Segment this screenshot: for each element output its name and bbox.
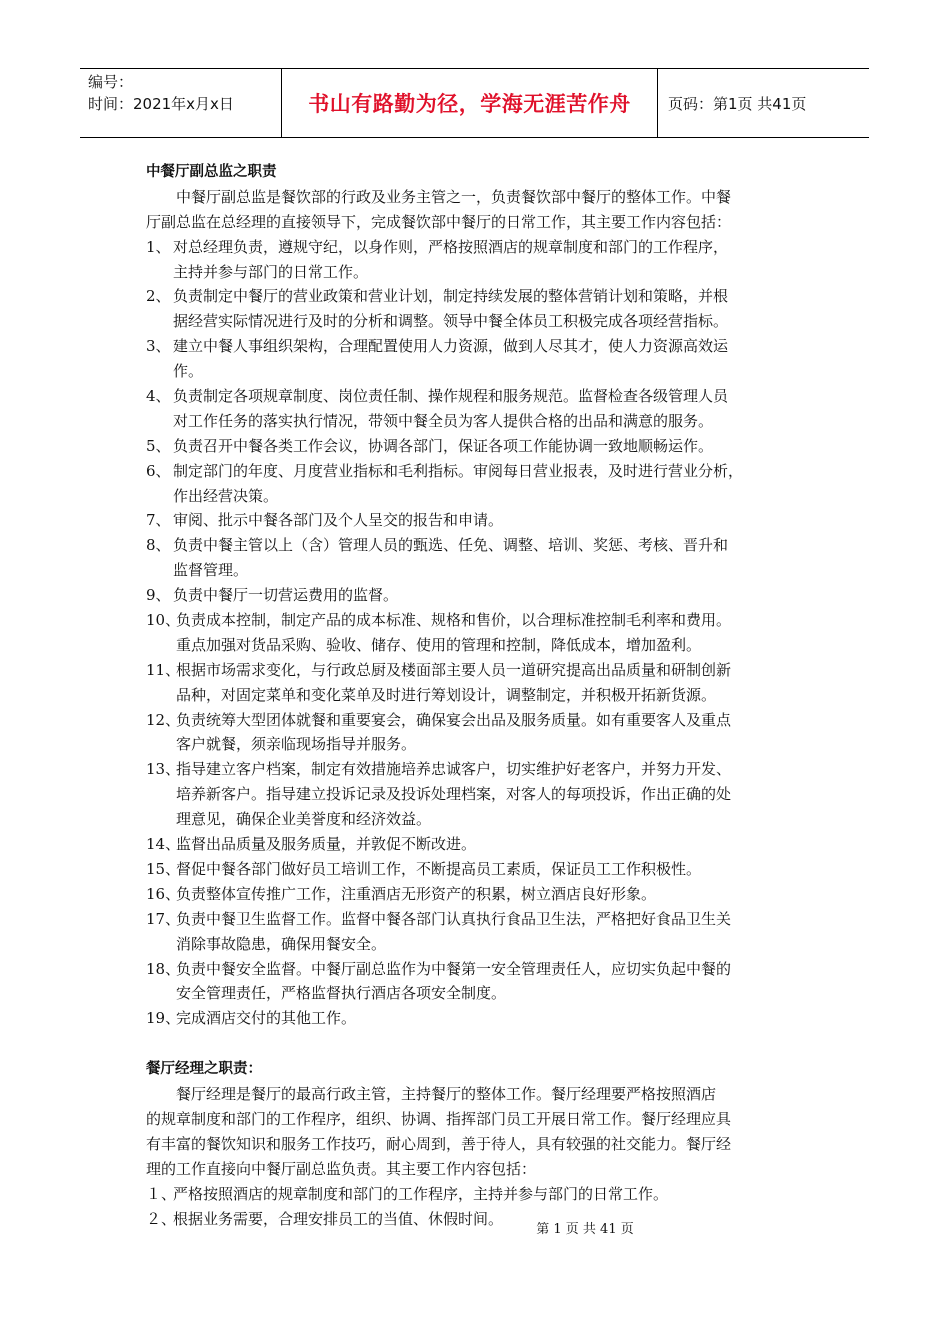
list-item-line [146, 384, 816, 409]
document-body [146, 160, 816, 1231]
section-gap [146, 1031, 816, 1057]
list-item-line [146, 907, 816, 932]
section-title: 中餐厅副总监之职责 [146, 164, 277, 180]
intro-line: 理的工作直接向中餐厅副总监负责。其主要工作内容包括： [146, 1159, 537, 1178]
page-footer [0, 1218, 950, 1237]
list-item-line [146, 782, 816, 807]
list-item-line [146, 533, 816, 558]
list-item-line [146, 235, 816, 260]
item-text: 根据市场需求变化，与行政总厨及楼面部主要人员一道研究提高出品质量和研制创新 [176, 660, 732, 679]
item-number: 15、 [146, 859, 181, 878]
item-text: 对总经理负责，遵规守纪，以身作则，严格按照酒店的规章制度和部门的工作程序， [173, 237, 729, 256]
list-item-line [146, 434, 816, 459]
item-text: 理意见，确保企业美誉度和经济效益。 [176, 810, 432, 829]
item-text: 负责整体宣传推广工作，注重酒店无形资产的积累，树立酒店良好形象。 [176, 884, 657, 903]
list-item-line [146, 732, 816, 757]
intro-line: 有丰富的餐饮知识和服务工作技巧，耐心周到，善于待人，具有较强的社交能力。餐厅经 [146, 1134, 732, 1153]
item-number: 1、 [146, 237, 171, 256]
number-label: 编号： [88, 73, 134, 91]
item-number: １、 [146, 1184, 177, 1203]
item-text: 建立中餐人事组织架构，合理配置使用人力资源，做到人尽其才，使人力资源高效运 [173, 337, 729, 356]
item-text: 培养新客户。指导建立投诉记录及投诉处理档案，对客人的每项投诉，作出正确的处 [176, 785, 732, 804]
list-item-line [146, 608, 816, 633]
list-item-line [146, 981, 816, 1006]
item-number: 18、 [146, 959, 181, 978]
item-text: 负责召开中餐各类工作会议，协调各部门，保证各项工作能协调一致地顺畅运作。 [173, 436, 714, 455]
item-text: 品种，对固定菜单和变化菜单及时进行筹划设计，调整制定，并积极开拓新货源。 [176, 685, 717, 704]
item-number: 12、 [146, 710, 181, 729]
item-text: 负责统筹大型团体就餐和重要宴会，确保宴会出品及服务质量。如有重要客人及重点 [176, 710, 732, 729]
list-item-line [146, 932, 816, 957]
item-text: 客户就餐，须亲临现场指导并服务。 [176, 735, 417, 754]
item-text: 作出经营决策。 [173, 486, 279, 505]
list-item-line [146, 757, 816, 782]
list-item-line [146, 1182, 816, 1207]
item-text: 制定部门的年度、月度营业指标和毛利指标。审阅每日营业报表，及时进行营业分析， [173, 461, 744, 480]
intro-line: 餐厅经理是餐厅的最高行政主管，主持餐厅的整体工作。餐厅经理要严格按照酒店 [176, 1085, 717, 1104]
item-text: 负责中餐厅一切营运费用的监督。 [173, 586, 399, 605]
item-number: 4、 [146, 387, 171, 406]
list-item-line [146, 459, 816, 484]
item-text: 负责中餐卫生监督工作。监督中餐各部门认真执行食品卫生法，严格把好食品卫生关 [176, 909, 732, 928]
list-item-line [146, 807, 816, 832]
list-item-line [146, 633, 816, 658]
item-number: 7、 [146, 511, 171, 530]
item-number: 8、 [146, 536, 171, 555]
item-text: 督促中餐各部门做好员工培训工作，不断提高员工素质，保证员工工作积极性。 [176, 859, 702, 878]
item-text: 监督管理。 [173, 561, 249, 580]
item-number: 2、 [146, 287, 171, 306]
item-text: 对工作任务的落实执行情况，带领中餐全员为客人提供合格的出品和满意的服务。 [173, 411, 714, 430]
item-number: 5、 [146, 436, 171, 455]
item-text: 主持并参与部门的日常工作。 [173, 262, 369, 281]
list-item-line [146, 583, 816, 608]
item-text: 完成酒店交付的其他工作。 [176, 1009, 357, 1028]
item-text: 负责中餐安全监督。中餐厅副总监作为中餐第一安全管理责任人，应切实负起中餐的 [176, 959, 732, 978]
item-number: 14、 [146, 835, 181, 854]
list-item-line [146, 284, 816, 309]
item-number: 16、 [146, 884, 181, 903]
list-item-line [146, 658, 816, 683]
list-item-line [146, 359, 816, 384]
page-header [80, 68, 869, 138]
item-text: 安全管理责任，严格监督执行酒店各项安全制度。 [176, 984, 507, 1003]
intro-line: 中餐厅副总监是餐饮部的行政及业务主管之一，负责餐饮部中餐厅的整体工作。中餐 [176, 187, 732, 206]
list-item-line [146, 1006, 816, 1031]
list-item-line [146, 558, 816, 583]
item-text: 重点加强对货品采购、验收、储存、使用的管理和控制，降低成本，增加盈利。 [176, 635, 702, 654]
item-text: 消除事故隐患，确保用餐安全。 [176, 934, 387, 953]
item-number: 6、 [146, 461, 171, 480]
list-item-line [146, 857, 816, 882]
list-item-line [146, 708, 816, 733]
list-item-line [146, 508, 816, 533]
item-number: 10、 [146, 611, 181, 630]
list-item-line [146, 882, 816, 907]
time-label: 时间：2021年x月x日 [88, 95, 234, 113]
list-item-line [146, 309, 816, 334]
list-item-line [146, 260, 816, 285]
item-number: 9、 [146, 586, 171, 605]
item-text: 严格按照酒店的规章制度和部门的工作程序，主持并参与部门的日常工作。 [173, 1184, 669, 1203]
list-item-line [146, 409, 816, 434]
item-text: 根据业务需要，合理安排员工的当值、休假时间。 [173, 1209, 504, 1228]
item-text: 据经营实际情况进行及时的分析和调整。领导中餐全体员工积极完成各项经营指标。 [173, 312, 729, 331]
item-text: 负责成本控制，制定产品的成本标准、规格和售价，以合理标准控制毛利率和费用。 [176, 611, 732, 630]
footer-page-number: 第 1 页 共 41 页 [536, 1222, 634, 1237]
list-item-line [146, 957, 816, 982]
list-item-line [146, 832, 816, 857]
intro-line: 厅副总监在总经理的直接领导下，完成餐饮部中餐厅的日常工作，其主要工作内容包括： [146, 212, 732, 231]
header-page-label: 页码：第1页 共41页 [668, 94, 807, 113]
item-number: 11、 [146, 660, 181, 679]
item-text: 负责制定中餐厅的营业政策和营业计划，制定持续发展的整体营销计划和策略，并根 [173, 287, 729, 306]
item-number: 17、 [146, 909, 181, 928]
item-text: 监督出品质量及服务质量，并敦促不断改进。 [176, 835, 477, 854]
item-text: 审阅、批示中餐各部门及个人呈交的报告和申请。 [173, 511, 504, 530]
list-item-line [146, 484, 816, 509]
header-motto: 书山有路勤为径，学海无涯苦作舟 [282, 69, 658, 137]
item-text: 负责制定各项规章制度、岗位责任制、操作规程和服务规范。监督检查各级管理人员 [173, 387, 729, 406]
list-item-line [146, 683, 816, 708]
item-text: 指导建立客户档案，制定有效措施培养忠诚客户，切实维护好老客户，并努力开发、 [176, 760, 732, 779]
item-text: 负责中餐主管以上（含）管理人员的甄选、任免、调整、培训、奖惩、考核、晋升和 [173, 536, 729, 555]
item-number: ２、 [146, 1209, 177, 1228]
list-item-line [146, 334, 816, 359]
item-number: 3、 [146, 337, 171, 356]
section-title: 餐厅经理之职责： [146, 1061, 262, 1078]
item-text: 作。 [173, 362, 204, 381]
header-meta [80, 69, 282, 137]
item-number: 13、 [146, 760, 181, 779]
intro-line: 的规章制度和部门的工作程序，组织、协调、指挥部门员工开展日常工作。餐厅经理应具 [146, 1109, 732, 1128]
item-number: 19、 [146, 1009, 181, 1028]
